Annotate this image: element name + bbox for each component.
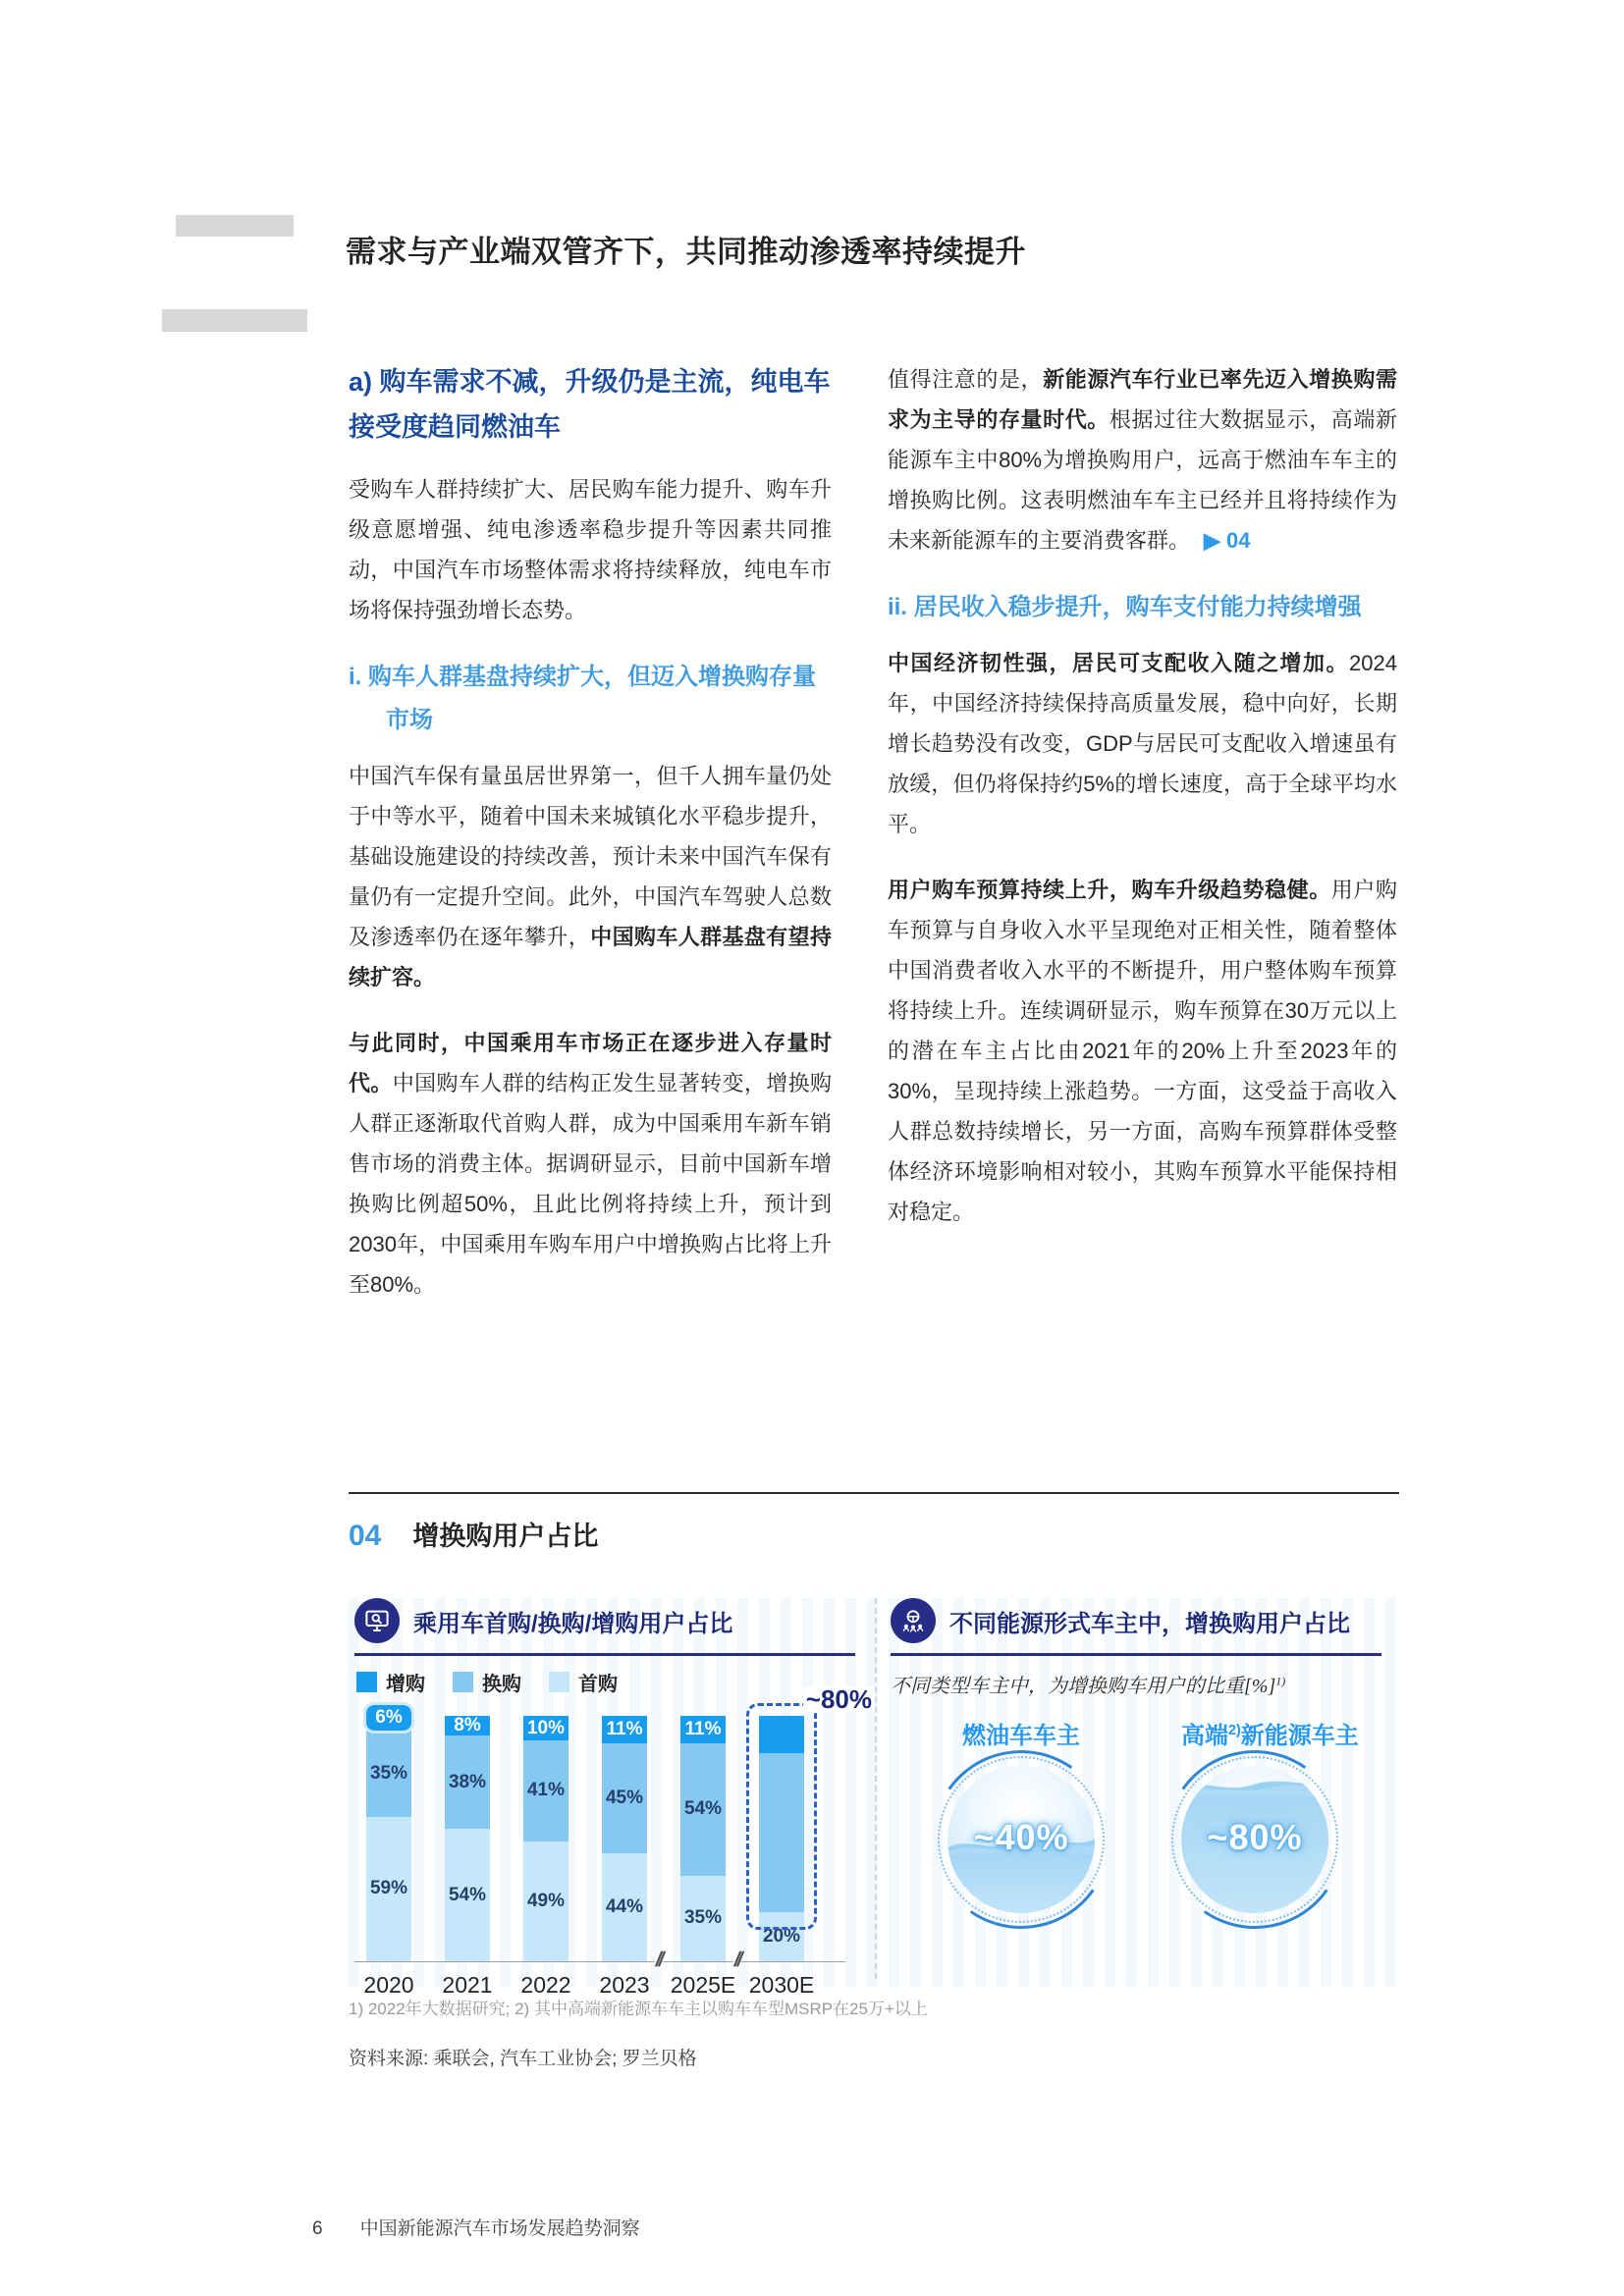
legend-swatch xyxy=(453,1672,473,1692)
bar-segment-增购 xyxy=(523,1716,568,1740)
bar-chart-panel-header xyxy=(354,1598,855,1656)
gauges xyxy=(891,1702,1381,1948)
segment-value-label: 45% xyxy=(605,1787,644,1808)
text-run: 中国汽车保有量虽居世界第一，但千人拥车量仍处于中等水平，随着中国未来城镇化水平稳步提升，基础设施建设的持续改善，预计未来中国汽车保有量仍有一定提升空间。此外，中国汽车驾驶人总数及渗透率仍在逐年攀升， xyxy=(349,764,832,949)
figure-source: 资料来源: 乘联会, 汽车工业协会; 罗兰贝格 xyxy=(349,2049,697,2069)
bar-segment-换购 xyxy=(445,1735,490,1829)
section-a-heading: a) 购车需求不减，升级仍是主流，纯电车接受度趋同燃油车 xyxy=(349,367,831,442)
left-column xyxy=(349,359,832,1330)
right-column xyxy=(888,359,1397,1330)
segment-value-label: 54% xyxy=(448,1884,487,1905)
bar-segment-增购 xyxy=(602,1716,647,1743)
water-fill xyxy=(947,1854,1095,1913)
paragraph xyxy=(888,870,1397,1232)
doc-title: 中国新能源汽车市场发展趋势洞察 xyxy=(359,2218,640,2239)
dashed-highlight-box xyxy=(746,1684,872,1930)
gauge-value: ~80% xyxy=(1207,1816,1303,1857)
paragraph xyxy=(888,359,1397,561)
bar-segment-首购 xyxy=(680,1876,726,1962)
water-sphere xyxy=(947,1766,1095,1913)
section-i-heading: i. 购车人群基盘持续扩大，但迈入增换购存量市场 xyxy=(349,664,817,733)
bar-chart-panel xyxy=(354,1598,872,1999)
gauge-label: 燃油车车主 xyxy=(962,1723,1080,1749)
x-tick-2023: 2023 xyxy=(599,1972,650,1998)
bar-legend xyxy=(356,1668,855,1696)
legend-swatch xyxy=(356,1672,377,1692)
subtitle-text: 不同类型车主中，为增换购车用户的比重[%] xyxy=(891,1676,1276,1697)
segment-value-label: 11% xyxy=(684,1718,722,1739)
axis-break: // xyxy=(731,1949,743,1971)
paragraph xyxy=(888,643,1397,844)
body-columns xyxy=(349,359,1399,1330)
segment-value-label: 54% xyxy=(683,1798,723,1819)
subtitle-footnote-mark: 1) xyxy=(1275,1674,1286,1688)
page-title: 需求与产业端双管齐下，共同推动渗透率持续提升 xyxy=(346,234,1026,269)
car-owners-icon xyxy=(891,1598,936,1643)
segment-value-label: 44% xyxy=(605,1896,644,1917)
bar-segment-首购 xyxy=(523,1842,568,1962)
text-run: 根据过往大数据显示，高端新能源车主中80%为增换购用户，远高于燃油车车主的增换购比例。这表明燃油车车主已经并且将持续作为未来新能源车的主要消费客群。 xyxy=(888,407,1397,553)
text-run-bold: 中国购车人群基盘有望持续扩容。 xyxy=(349,925,832,989)
x-tick-2030E: 2030E xyxy=(748,1972,815,1998)
figure-04-reference: ▶ 04 xyxy=(1204,528,1251,553)
text-run-bold: 新能源汽车行业已率先迈入增换购需求为主导的存量时代。 xyxy=(888,367,1397,432)
bar-segment-首购 xyxy=(602,1853,647,1961)
legend-swatch xyxy=(549,1672,569,1692)
text-run: 2024年，中国经济持续保持高质量发展，稳中向好，长期增长趋势没有改变，GDP与居民可支配收入增速虽有放缓，但仍将保持约5%的增长速度，高于全球平均水平。 xyxy=(888,651,1397,836)
bar-2030E xyxy=(759,1684,872,1961)
bar-segment-首购 xyxy=(445,1829,490,1961)
water-sphere xyxy=(1181,1766,1328,1913)
figure-divider-rule xyxy=(349,1492,1399,1494)
bar-segment-增购 xyxy=(680,1716,726,1743)
segment-value-label: 8% xyxy=(454,1715,481,1735)
figure-header xyxy=(349,1515,598,1553)
text-run: 中国购车人群的结构正发生显著转变，增换购人群正逐渐取代首购人群，成为中国乘用车新车销售市场的消费主体。据调研显示，目前中国新车增换购比例超50%，且此比例将持续上升，预计到2030年，中国乘用车购车用户中增换购占比将上升至80%。 xyxy=(349,1071,832,1297)
dashed-highlight-label: ~80% xyxy=(803,1686,875,1712)
segment-value-label: 10% xyxy=(526,1717,566,1738)
gauge-panel xyxy=(891,1598,1381,1948)
paragraph: 受购车人群持续扩大、居民购车能力提升、购车升级意愿增强、纯电渗透率稳步提升等因素共同推动，中国汽车市场整体需求将持续释放，纯电车市场将保持强劲增长态势。 xyxy=(349,477,832,622)
text-run: 用户购车预算与自身收入水平呈现绝对正相关性，随着整体中国消费者收入水平的不断提升，用户整体购车预算将持续上升。连续调研显示，购车预算在30万元以上的潜在车主占比由2021年的20%上升至2023年的30%，呈现持续上涨趋势。一方面，这受益于高收入人群总数持续增长，另一方面，高购车预算群体受整体经济环境影响相对较小，其购车预算水平能保持相对稳定。 xyxy=(888,878,1397,1224)
bar-2020 xyxy=(366,1707,411,1961)
gauge-panel-subtitle xyxy=(891,1670,1381,1698)
paragraph xyxy=(349,756,832,997)
gauge-panel-header xyxy=(891,1598,1381,1656)
segment-value-label: 11% xyxy=(606,1718,643,1739)
segment-value-label: 41% xyxy=(526,1780,566,1801)
x-axis xyxy=(354,1949,845,1971)
axis-break: // xyxy=(653,1949,665,1971)
segment-value-label: 38% xyxy=(448,1771,487,1792)
segment-value-label: 6% xyxy=(375,1707,403,1728)
segment-value-label: 59% xyxy=(369,1878,408,1899)
legend-label: 首购 xyxy=(578,1674,618,1695)
bar-2021 xyxy=(445,1716,490,1961)
decorative-gray-bar-bottom xyxy=(162,309,307,332)
legend-label: 增购 xyxy=(386,1674,425,1695)
decorative-gray-bar-top xyxy=(176,215,294,237)
x-tick-2020: 2020 xyxy=(363,1972,414,1998)
figure-title: 增换购用户占比 xyxy=(412,1522,599,1551)
text-run-bold: 用户购车预算持续上升，购车升级趋势稳健。 xyxy=(888,878,1331,902)
figure-footnote: 1) 2022年大数据研究; 2) 其中高端新能源车车主以购车车型MSRP在25万+以上 xyxy=(349,2000,928,2018)
bar-segment-增购 xyxy=(445,1716,490,1735)
bar-segment-首购 xyxy=(366,1817,411,1962)
legend-item-换购 xyxy=(453,1668,521,1696)
segment-value-label: 49% xyxy=(526,1890,566,1911)
monitor-search-icon xyxy=(354,1598,400,1643)
paragraph xyxy=(349,1023,832,1305)
bar-segment-换购 xyxy=(602,1743,647,1854)
page-number: 6 xyxy=(312,2218,323,2239)
text-run-bold: 与此同时，中国乘用车市场正在逐步进入存量时代。 xyxy=(349,1031,832,1095)
bar-2023 xyxy=(602,1716,647,1961)
figure-panels xyxy=(349,1598,1399,1998)
legend-item-增购 xyxy=(356,1668,425,1696)
bar-2025E xyxy=(680,1716,726,1961)
segment-value-label: 20% xyxy=(762,1926,801,1947)
gauge-value: ~40% xyxy=(973,1816,1069,1857)
bar-segment-增购 xyxy=(366,1705,411,1731)
bar-chart-title: 乘用车首购/换购/增购用户占比 xyxy=(413,1610,733,1637)
page-footer xyxy=(312,2214,640,2240)
gauge-panel-title: 不同能源形式车主中，增换购用户占比 xyxy=(949,1610,1350,1637)
legend-label: 换购 xyxy=(482,1674,521,1695)
x-tick-2022: 2022 xyxy=(520,1972,571,1998)
segment-value-label: 35% xyxy=(369,1762,408,1784)
legend-item-首购 xyxy=(549,1668,618,1696)
section-ii-heading: ii. 居民收入稳步提升，购车支付能力持续增强 xyxy=(888,594,1362,620)
x-tick-2025E: 2025E xyxy=(670,1972,736,1998)
gauge-nev xyxy=(1181,1702,1359,1913)
bar-segment-换购 xyxy=(680,1743,726,1876)
panel-divider xyxy=(875,1598,877,1979)
text-run: 值得注意的是， xyxy=(888,367,1044,392)
segment-value-label: 35% xyxy=(683,1907,723,1929)
gauge-label: 高端$^{2)}$新能源车主 xyxy=(1181,1723,1359,1749)
bar-segment-换购 xyxy=(523,1740,568,1842)
figure-number: 04 xyxy=(349,1520,382,1552)
gauge-fuel xyxy=(947,1702,1095,1913)
bar-segment-换购 xyxy=(366,1731,411,1817)
x-tick-2021: 2021 xyxy=(442,1972,493,1998)
text-run-bold: 中国经济韧性强，居民可支配收入随之增加。 xyxy=(888,651,1350,675)
bar-2022 xyxy=(523,1716,568,1961)
